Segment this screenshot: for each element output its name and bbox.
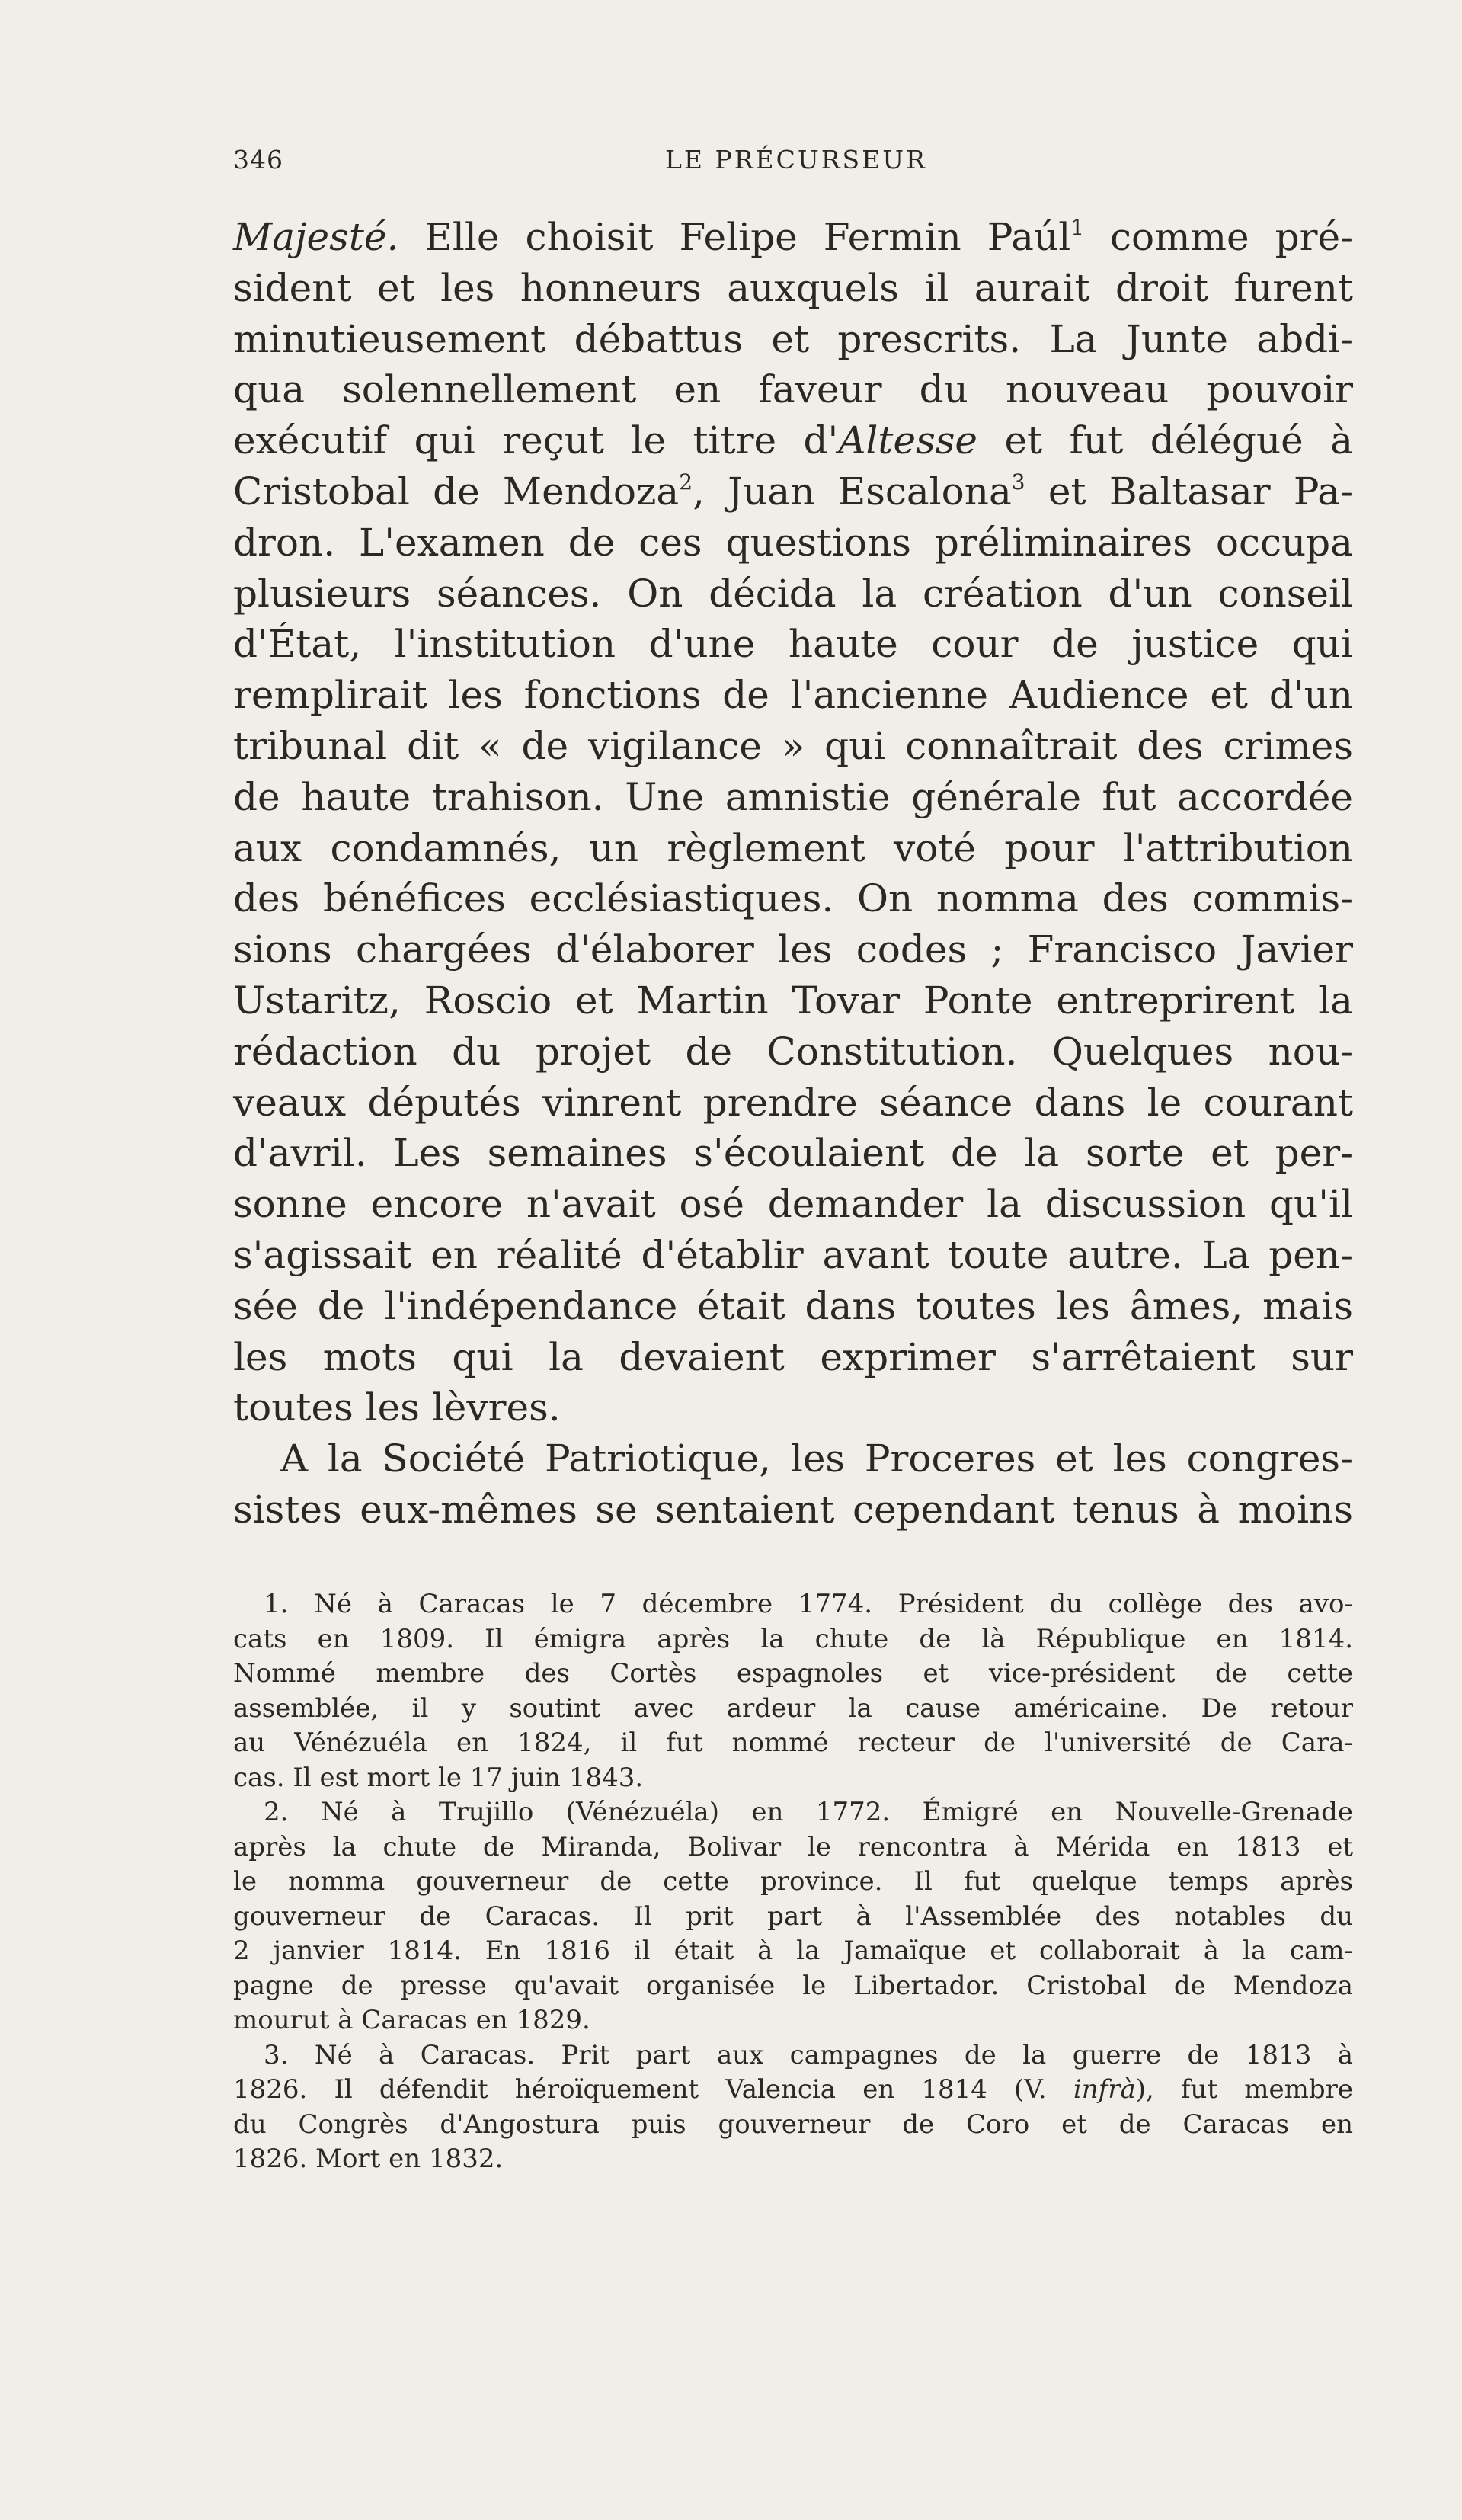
text-line: d'État, l'institution d'une haute cour de justice qui: [233, 622, 1353, 667]
footnote-line: 1826. Il défendit héroïquement Valencia en 1814 (V. infrà), fut membre: [233, 2074, 1353, 2105]
text-line: sident et les honneurs auxquels il aurait droit furent: [233, 265, 1353, 310]
text-line: s'agissait en réalité d'établir avant toute autre. La pen-: [233, 1232, 1353, 1277]
footnote-line: assemblée, il y soutint avec ardeur la cause américaine. De retour: [233, 1692, 1353, 1724]
footnote-line: au Vénézuéla en 1824, il fut nommé recteur de l'université de Cara-: [233, 1727, 1353, 1758]
text-line: Ustaritz, Roscio et Martin Tovar Ponte entreprirent la: [233, 978, 1353, 1023]
footnote-line: cas. Il est mort le 17 juin 1843.: [233, 1762, 644, 1793]
text-line: qua solennellement en faveur du nouveau pouvoir: [233, 367, 1353, 412]
text-line: sée de l'indépendance était dans toutes les âmes, mais: [233, 1283, 1353, 1328]
text-line: veaux députés vinrent prendre séance dans le courant: [233, 1080, 1353, 1125]
footnote-line: le nomma gouverneur de cette province. Il fut quelque temps après: [233, 1866, 1353, 1897]
text-line: exécutif qui reçut le titre d'Altesse et fut délégué à: [233, 418, 1353, 463]
text-line: d'avril. Les semaines s'écoulaient de la sorte et per-: [233, 1131, 1353, 1176]
text-line: Majesté. Elle choisit Felipe Fermin Paúl$^1$ comme pré-: [233, 215, 1353, 259]
text-line: remplirait les fonctions de l'ancienne Audience et d'un: [233, 673, 1353, 718]
text-line: sistes eux-mêmes se sentaient cependant tenus à moins: [233, 1487, 1353, 1532]
footnote-line: 2 janvier 1814. En 1816 il était à la Jamaïque et collaborait à la cam-: [233, 1936, 1353, 1966]
text-line: des bénéfices ecclésiastiques. On nomma des commis-: [233, 876, 1353, 921]
text-line: aux condamnés, un règlement voté pour l'attribution: [233, 825, 1353, 870]
text-line: sonne encore n'avait osé demander la discussion qu'il: [233, 1182, 1353, 1227]
footnote-line: après la chute de Miranda, Bolivar le rencontra à Mérida en 1813 et: [233, 1831, 1353, 1862]
footnote-line: Nommé membre des Cortès espagnoles et vice-président de cette: [233, 1658, 1353, 1689]
footnote-ref: 3: [1011, 469, 1025, 495]
footnote-line: 1826. Mort en 1832.: [233, 2144, 504, 2174]
footnote-line: cats en 1809. Il émigra après la chute de là République en 1814.: [233, 1623, 1353, 1654]
text-line: plusieurs séances. On décida la création d'un conseil: [233, 571, 1353, 616]
text-line: les mots qui la devaient exprimer s'arrêtaient sur: [233, 1334, 1353, 1379]
page-header: [233, 145, 1353, 183]
main-text: [233, 212, 1353, 1535]
footnote-2: 2. Né à Trujillo (Vénézuéla) en 1772. Émigré en Nouvelle-Grenade: [264, 1797, 1353, 1827]
footnote-line: mourut à Caracas en 1829.: [233, 2005, 590, 2035]
paragraph-start-line: A la Société Patriotique, les Proceres et les congres-: [280, 1436, 1353, 1481]
text-line: minutieusement débattus et prescrits. La Junte abdi-: [233, 316, 1353, 361]
footnote-line: du Congrès d'Angostura puis gouverneur de Coro et de Caracas en: [233, 2109, 1353, 2140]
text-line: sions chargées d'élaborer les codes ; Francisco Javier: [233, 927, 1353, 972]
text-line: Cristobal de Mendoza$^2$, Juan Escalona$^3$ et Baltasar Pa-: [233, 469, 1354, 514]
footnote-line: gouverneur de Caracas. Il prit part à l'Assemblée des notables du: [233, 1900, 1353, 1932]
footnote-line: pagne de presse qu'avait organisée le Libertador. Cristobal de Mendoza: [233, 1970, 1353, 2001]
page-number: 346: [233, 145, 283, 175]
text-line: de haute trahison. Une amnistie générale fut accordée: [233, 774, 1353, 819]
footnote-1: 1. Né à Caracas le 7 décembre 1774. Président du collège des avo-: [264, 1589, 1353, 1619]
text-line: dron. L'examen de ces questions préliminaires occupa: [233, 520, 1353, 565]
footnotes: [233, 1587, 1353, 2177]
footnote-ref: 2: [679, 469, 693, 495]
running-title: LE PRÉCURSEUR: [665, 145, 927, 175]
footnote-3: 3. Né à Caracas. Prit part aux campagnes de la guerre de 1813 à: [264, 2039, 1353, 2070]
footnote-ref: 1: [1070, 215, 1085, 240]
text-line: tribunal dit « de vigilance » qui connaîtrait des crimes: [233, 723, 1353, 768]
paragraph-end-line: toutes les lèvres.: [233, 1385, 561, 1430]
text-line: rédaction du projet de Constitution. Quelques nou-: [233, 1029, 1353, 1074]
